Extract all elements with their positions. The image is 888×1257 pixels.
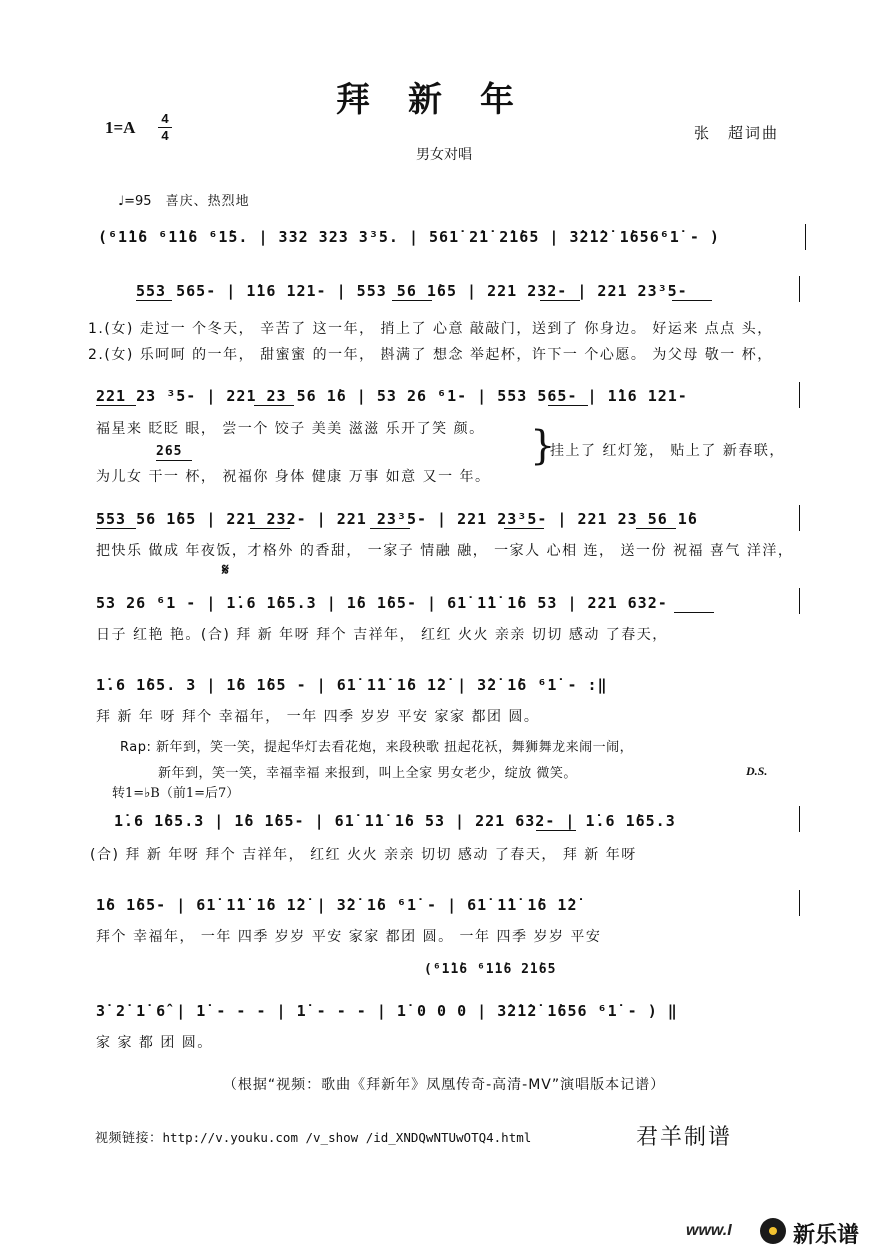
system-1-notes: 553 565- | 1̇16 121- | 553 56 1̇65 | 221 232- | 221 23³5-: [136, 282, 688, 300]
system-4-lyric: 日子 红艳 艳。(合) 拜 新 年呀 拜个 吉祥年， 红红 火火 亲亲 切切 感动 了春天，: [96, 627, 668, 643]
system-7-lyric: 拜个 幸福年， 一年 四季 岁岁 平安 家家 都团 圆。 一年 四季 岁岁 平安: [96, 929, 602, 945]
system-5-lyric: 拜 新 年 呀 拜个 幸福年， 一年 四季 岁岁 平安 家家 都团 圆。: [96, 709, 540, 725]
system-8-upper-notes: (⁶1̇1̇6 ⁶1̇1̇6 2̇1̇65: [424, 962, 557, 977]
system-3-notes: 553 56 1̇65 | 221 232- | 221 23³5- | 221 23³5- | 221 23 56 1̇6: [96, 510, 698, 528]
system-4-notes: 53 26 ⁶1 - | 1̇.6 1̇65.3 | 1̇6 1̇65- | 61̇ 1̇1̇ 1̇6 53 | 221 632-: [96, 594, 668, 612]
composer-credit: 张 超词曲: [694, 124, 780, 142]
time-signature-bottom: 4: [161, 128, 169, 143]
time-signature: [158, 112, 172, 143]
tempo-marking: [118, 190, 250, 209]
modulation-marking: 转1=♭B（前1=后7）: [112, 786, 240, 801]
expression-text: 喜庆、热烈地: [165, 194, 250, 209]
system-1-lyric-verse-1: 1.(女) 走过一 个冬天， 辛苦了 这一年， 捎上了 心意 敲敲门，送到了 你身边。 好运来 点点 头，: [88, 321, 773, 337]
ds-marking: D.S.: [746, 764, 768, 778]
tempo-value: ♩=95: [118, 194, 152, 209]
rap-line-2: 新年到，笑一笑，幸福幸福 来报到，叫上全家 男女老少，绽放 微笑。: [158, 766, 577, 781]
video-link-label: 视频链接：: [95, 1131, 163, 1146]
system-8-notes: 3̇ 2̇ 1̇ 6̂ | 1̇ - - - | 1̇ - - - | 1̇ 0 0 0 | 3̇2̇1̇2̇ 1̇656 ⁶1̇ - ) ‖: [96, 1002, 678, 1020]
video-link-url[interactable]: http://v.youku.com /v_show /id_XNDQwNTUwOTQ4.html: [162, 1130, 532, 1145]
watermark-logo-icon: [760, 1218, 786, 1244]
performance-note: 男女对唱: [416, 147, 472, 163]
system-8-lyric: 家 家 都 团 圆。: [96, 1035, 213, 1051]
system-7-notes: 1̇6 1̇65- | 61̇ 1̇1̇ 1̇6 1̇2̇ | 3̇2̇ 1̇6 ⁶1̇ - | 61̇ 1̇1̇ 1̇6 1̇2̇: [96, 896, 578, 914]
system-2-lyric-verse-2: 为儿女 干一 杯， 祝福你 身体 健康 万事 如意 又一 年。: [96, 469, 491, 485]
video-link: [95, 1127, 531, 1146]
segno-sign: 𝄋: [222, 560, 229, 579]
intro-notes: (⁶1̇1̇6 ⁶1̇1̇6 ⁶1̇5. | 332 323 3³5. | 561̇ 2̇1̇ 2̇1̇65 | 3̇2̇1̇2̇ 1̇656⁶1̇ - ): [98, 228, 720, 246]
system-6-notes: 1̇.6 1̇65.3 | 1̇6 1̇65- | 61̇ 1̇1̇ 1̇6 53 | 221 632- | 1̇.6 1̇65.3: [114, 812, 676, 830]
time-signature-top: 4: [161, 111, 169, 126]
system-2-notes: 221 23 ³5- | 221 23 56 1̇6 | 53 26 ⁶1- | 553 565- | 1̇16 121-: [96, 387, 688, 405]
system-6-lyric: (合) 拜 新 年呀 拜个 吉祥年， 红红 火火 亲亲 切切 感动 了春天， 拜 新 年呀: [90, 847, 637, 863]
watermark-url: www.I: [686, 1222, 732, 1239]
system-3-lyric: 把快乐 做成 年夜饭，才格外 的香甜， 一家子 情融 融， 一家人 心相 连， 送一份 祝福 喜气 洋洋，: [96, 543, 794, 559]
watermark-name: 新乐谱: [793, 1223, 860, 1248]
transcriber-signature: 君羊制谱: [636, 1125, 733, 1150]
system-1-lyric-verse-2: 2.(女) 乐呵呵 的一年， 甜蜜蜜 的一年， 斟满了 想念 举起杯，许下一 个心愿。 为父母 敬一 杯，: [88, 347, 773, 363]
system-2-alt-notes: 265: [156, 444, 183, 459]
song-title: 拜新年: [336, 80, 552, 120]
key-signature: 1=A: [105, 118, 136, 137]
system-5-notes: 1̇.6 1̇65. 3 | 1̇6 1̇65 - | 61̇ 1̇1̇ 1̇6 1̇2̇ | 3̇2̇ 1̇6 ⁶1̇ - :‖: [96, 676, 608, 694]
system-2-lyric-joint: 挂上了 红灯笼， 贴上了 新春联，: [550, 443, 785, 459]
rap-line-1: Rap: 新年到，笑一笑，提起华灯去看花炮，来段秧歌 扭起花袄，舞狮舞龙来闹一闹，: [120, 740, 634, 755]
system-2-lyric-verse-1: 福星来 眨眨 眼， 尝一个 饺子 美美 滋滋 乐开了笑 颜。: [96, 421, 485, 437]
source-note: （根据“视频：歌曲《拜新年》凤凰传奇-高清-MV”演唱版本记谱）: [222, 1077, 666, 1093]
